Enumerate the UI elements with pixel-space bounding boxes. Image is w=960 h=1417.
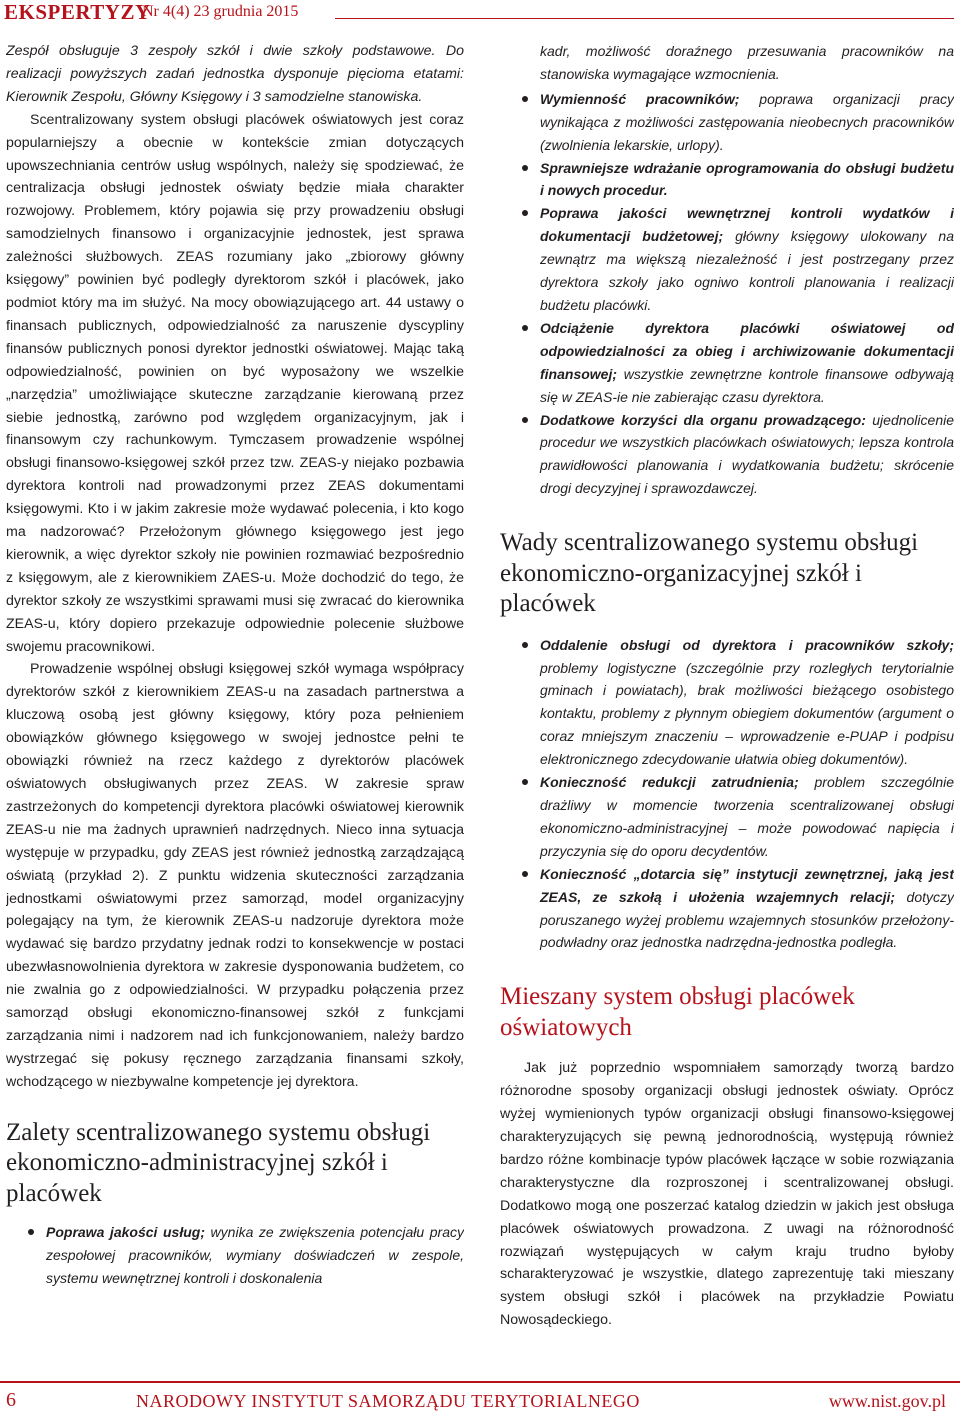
right-column — [500, 40, 954, 1355]
bullet-icon — [522, 165, 528, 171]
list-item — [6, 1221, 464, 1290]
item-text: wszystkie zewnętrzne kontrole finansowe odbywają się w ZEAS-ie nie zabierając czasu dyrektora. — [540, 365, 954, 405]
item-text: problemy logistyczne (szczególnie przy rozległych terytorialnie gminach i powiatach), brak możliwości bieżącego osobistego kontaktu, problemy z płynnym obiegiem dokumentów (argument o coraz mniejszym znaczeniu – wprowadzenie e-PUAP i podpisu elektronicznego zdecydowanie ułatwia obieg dokumentów). — [540, 659, 954, 768]
page-header — [0, 0, 960, 30]
list-item — [500, 157, 954, 203]
list-item — [500, 771, 954, 863]
list-item — [500, 863, 954, 955]
item-text: problem szczególnie drażliwy w momencie tworzenia scentralizowanej obsługi ekonomiczno-administracyjnej – może powodować napięcia i przyczynia się do oporu decydentów. — [540, 774, 954, 859]
body-paragraph: Scentralizowany system obsługi placówek oświatowych jest coraz popularniejszy a obecnie w kontekście zmian dotyczących upowszechniania centrów usług wspólnych, należy się spodziewać, że centralizacja obsługi jednostek oświaty będzie miała charakter rozwojowy. Problemem, który pojawia się przy prowadzeniu obsługi samodzielnych finansowo i organizacyjnie jednostek, jest sprawa zależności służbowych. ZEAS rozumiany jako „zbiorowy główny księgowy” powinien być podległy dyrektorom szkół i placówek, jako podmiot który ma im służyć. Na mocy obowiązującego art. 44 ustawy o finansach publicznych, odpowiedzialność za naruszenie dyscypliny finansów publicznych ponosi dyrektor jednostki oświatowej. Mając taką odpowiedzialność, powinien on być wyposażony we wszelkie „narzędzia” umożliwiające skuteczne zarządzanie kierowaną przez siebie jednostką, zarówno pod względem organizacyjnym, jak i finansowym czy rachunkowym. Tymczasem prowadzenie wspólnej obsługi finansowo-księgowej szkół przez tzw. ZEAS-y niejako pozbawia dyrektora kontroli nad prowadzonymi przez ZEAS dokumentami księgowymi. Kto i w jakim zakresie może wydawać polecenia, i kto kogo ma nadzorować? Przełożonym głównego księgowego jest jego kierownik, a więc dyrektor szkoły nie powinien rozmawiać bezpośrednio z księgowym, ale z kierownikiem ZAES-u. Może dochodzić do tego, że dyrektor szkoły ze wszystkimi sprawami musi się zwracać do kierownika ZEAS-u, który dopiero przekazuje odpowiednie polecenie służbowe swojemu pracownikowi. — [6, 111, 464, 655]
item-text: kadr, możliwość doraźnego przesuwania pracowników na stanowiska wymagające wzmocnienia. — [540, 43, 954, 82]
list-item — [500, 409, 954, 501]
list-item — [500, 88, 954, 157]
advantages-list — [6, 1221, 464, 1290]
item-lead: Odciążenie dyrektora placówki oświatowej od odpowiedzialności za obieg i archiwizowanie dokumentacji finansowej; — [540, 319, 954, 382]
intro-paragraph: Zespół obsługuje 3 zespoły szkół i dwie szkoły podstawowe. Do realizacji powyższych zadań jednostka dysponuje pięcioma etatami: Kierownik Zespołu, Główny Księgowy i 3 samodzielne stanowiska. — [6, 43, 464, 105]
page-number: 6 — [6, 1389, 16, 1411]
bullet-icon — [522, 871, 528, 877]
bullet-icon — [522, 210, 528, 216]
institute-name: NARODOWY INSTYTUT SAMORZĄDU TERYTORIALNEGO — [136, 1391, 640, 1411]
section-heading: Wady scentralizowanego systemu obsługi ekonomiczno-organizacyjnej szkół i placówek — [500, 529, 919, 618]
disadvantages-list — [500, 634, 954, 955]
website-link[interactable]: www.nist.gov.pl — [828, 1391, 946, 1411]
bullet-icon — [522, 779, 528, 785]
item-lead: Oddalenie obsługi od dyrektora i pracowników szkoły; — [540, 636, 954, 653]
left-column — [6, 40, 464, 1355]
section-heading: Mieszany system obsługi placówek oświatowych — [500, 983, 855, 1041]
list-item — [500, 634, 954, 771]
bullet-icon — [522, 642, 528, 648]
section-heading: Zalety scentralizowanego systemu obsługi ekonomiczno-administracyjnej szkół i placówek — [6, 1118, 431, 1207]
bullet-icon — [522, 96, 528, 102]
item-lead: Wymienność pracowników; — [540, 90, 740, 107]
item-lead: Poprawa jakości usług; — [46, 1224, 205, 1241]
page-footer — [0, 1381, 960, 1417]
item-text: dotyczy poruszanego wyżej problemu wzajemnych stosunków przełożony-podwładny oraz jednostka nadrzędna-jednostka podległa. — [540, 888, 954, 951]
item-text: główny księgowy ulokowany na zewnątrz ma większą niezależność i jest postrzegany przez dyrektora szkoły jako ogniwo kontroli planowania i realizacji budżetu placówki. — [540, 228, 954, 313]
item-lead: Dodatkowe korzyści dla organu prowadzącego: — [540, 411, 866, 428]
bullet-icon — [522, 325, 528, 331]
bullet-icon — [28, 1229, 34, 1235]
body-paragraph: Jak już poprzednio wspomniałem samorządy tworzą bardzo różnorodne sposoby organizacji obsługi jednostek oświaty. Oprócz wyżej wymienionych typów organizacji obsługi finansowo-księgowej charakteryzujących się pewną jednorodnością, występują również bardzo różne kombinacje typów placówek łączące w sobie rozwiązania charakterystyczne dla rozproszonej i scentralizowanej obsługi. Dodatkowo mogą one poszerzać katalog dziedzin w jakich jest obsługa placówek oświatowych prowadzona. Z uwagi na różnorodność rozwiązań występujących w całym kraju trudno byłoby scharakteryzować je wszystkie, dlatego zaprezentuję taki mieszany system obsługi szkół i placówek na przykładzie Powiatu Nowosądeckiego. — [500, 1060, 954, 1329]
item-lead: Poprawa jakości wewnętrznej kontroli wydatków i dokumentacji budżetowej; — [540, 205, 954, 245]
item-text: ujednolicenie procedur we wszystkich placówkach oświatowych; lepsza kontrola prawidłowości planowania i wydatkowania budżetu; skrócenie drogi decyzyjnej i sprawozdawczej. — [540, 411, 954, 497]
issue-info: Nr 4(4) 23 grudnia 2015 — [142, 3, 299, 20]
header-rule — [335, 18, 954, 19]
item-lead: Konieczność redukcji zatrudnienia; — [540, 774, 799, 791]
list-item-continuation — [500, 40, 954, 86]
item-text: wynika ze zwiększenia potencjału pracy zespołowej pracowników, wymiany doświadczeń w zespole, systemu wewnętrznej kontroli i doskonalenia — [46, 1224, 464, 1286]
journal-title: EKSPERTYZY — [4, 0, 151, 24]
advantages-list-continued — [500, 40, 954, 500]
item-lead: Sprawniejsze wdrażanie oprogramowania do obsługi budżetu i nowych procedur. — [540, 159, 954, 199]
item-text: poprawa organizacji pracy wynikająca z możliwości zastępowania nieobecnych pracowników (zwolnienia lekarskie, urlopy). — [540, 90, 954, 153]
list-item — [500, 317, 954, 409]
body-paragraph: Prowadzenie wspólnej obsługi księgowej szkół wymaga współpracy dyrektorów szkół z kierownikiem ZEAS-u na zasadach partnerstwa a kluczową osobą jest główny księgowy, który poza pełnieniem obowiązków głównego księgowego w swojej jednostce pełni te obowiązki również na rzecz każdego z dyrektorów placówek oświatowych obsługiwanych przez ZEAS. W zakresie spraw zastrzeżonych do kompetencji dyrektora placówki oświatowej kierownik ZEAS-u nie ma żadnych uprawnień nadrzędnych. Nieco inna sytuacja występuje w przypadku, gdy ZEAS jest również jednostką zarządzającą oświatą (przykład 2). Z punktu widzenia skuteczności zarządzania jednostkami oświatowymi przez samorząd, model organizacyjny polegający na tym, że kierownik ZEAS-u nadzoruje dyrektora może wydawać się bardzo przydatny jednak rodzi to konsekwencje w postaci ubezwłasnowolnienia dyrektora w zakresie dysponowania budżetem, co nie zwalnia go z odpowiedzialności. W przypadku połączenia przez samorząd obsługi ekonomiczno-finansowej szkół z funkcjami zarządzania nimi i nadzorem nad ich funkcjonowaniem, należy bardzo wystrzegać się pokusy ręcznego zarządzania finansami szkoły, wchodzącego w niezbywalne kompetencje jej dyrektora. — [6, 661, 464, 1090]
bullet-icon — [522, 417, 528, 423]
item-lead: Konieczność „dotarcia się” instytucji zewnętrznej, jaką jest ZEAS, ze szkołą i ułożenia wzajemnych relacji; — [540, 865, 954, 905]
list-item — [500, 202, 954, 317]
